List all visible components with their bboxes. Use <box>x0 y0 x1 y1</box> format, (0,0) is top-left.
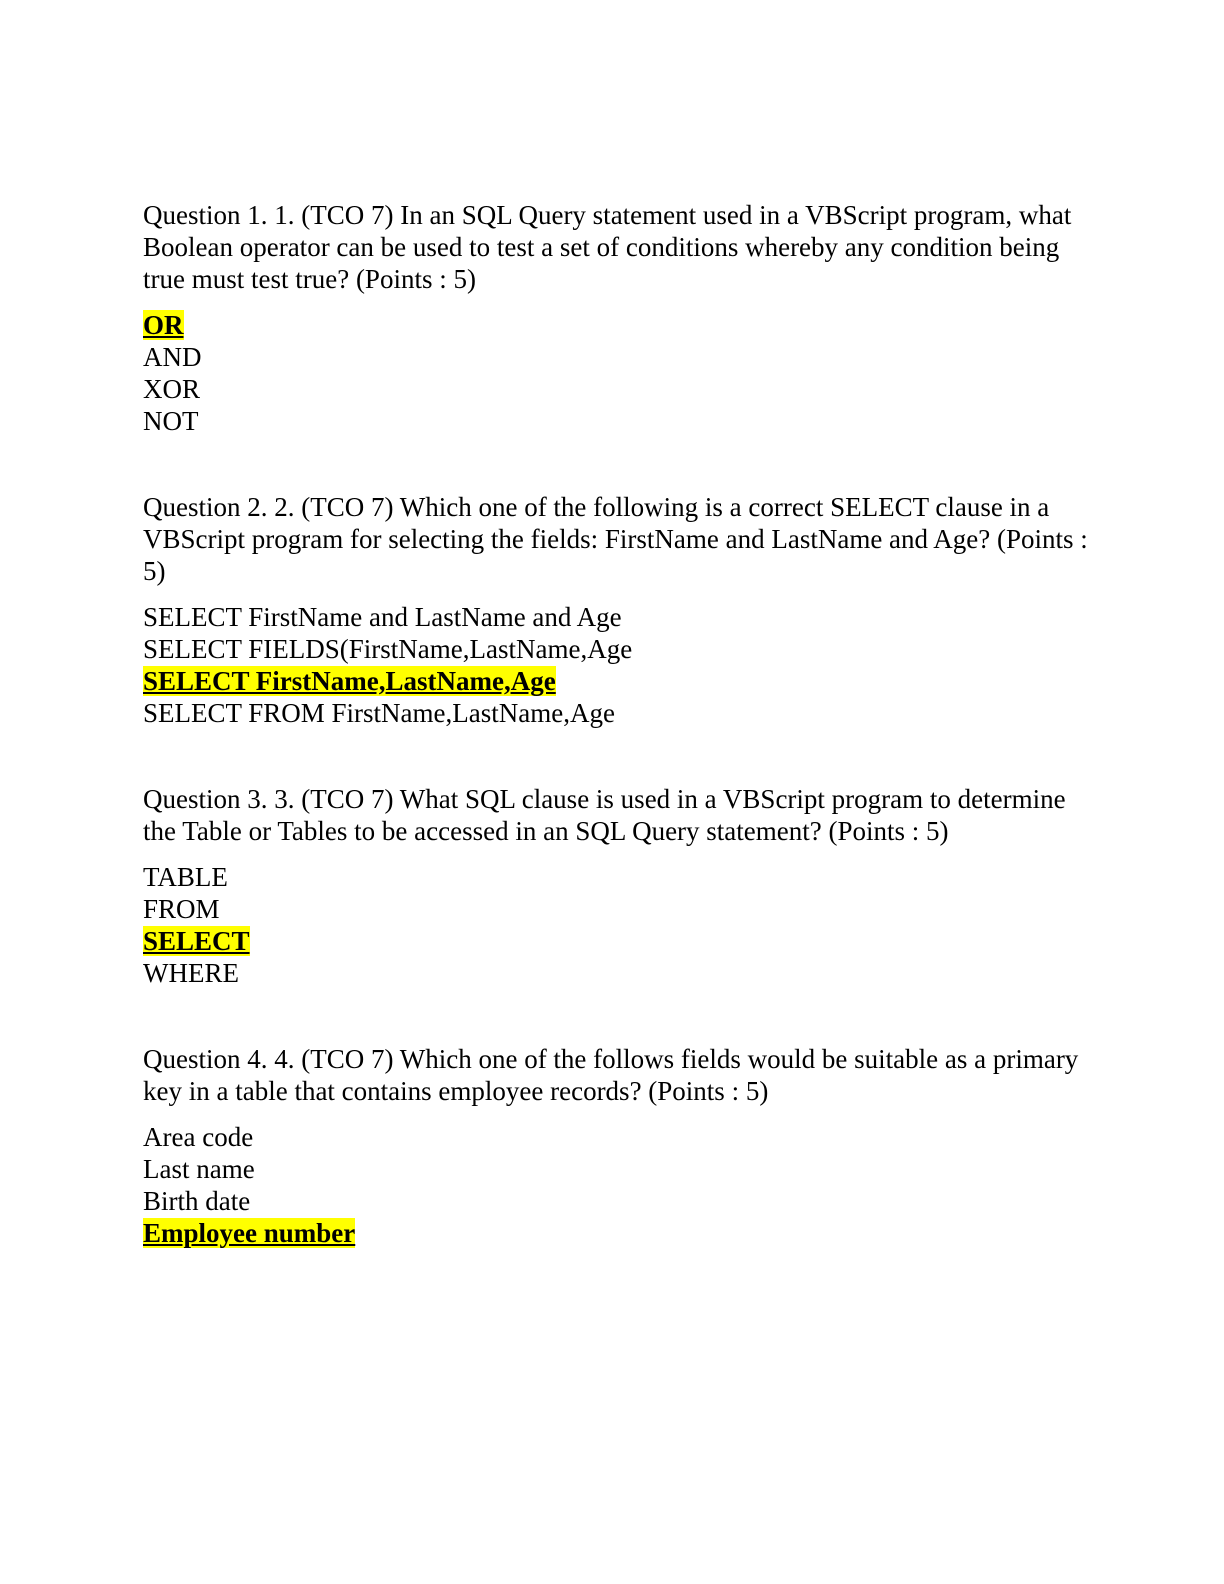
answer-option: WHERE <box>143 958 239 988</box>
answer-option <box>143 309 1093 341</box>
question-1-options <box>143 309 1093 437</box>
answer-option: AND <box>143 342 202 372</box>
answer-option: XOR <box>143 374 201 404</box>
question-3-options <box>143 861 1093 989</box>
answer-option: SELECT FirstName and LastName and Age <box>143 602 622 632</box>
selected-answer: SELECT FirstName,LastName,Age <box>143 666 556 696</box>
question-1 <box>143 199 1093 437</box>
question-4-options <box>143 1121 1093 1249</box>
answer-option: FROM <box>143 894 220 924</box>
answer-option: SELECT FROM FirstName,LastName,Age <box>143 698 615 728</box>
answer-option: SELECT FIELDS(FirstName,LastName,Age <box>143 634 633 664</box>
spacer <box>143 989 1093 1043</box>
spacer <box>143 437 1093 491</box>
answer-option: Last name <box>143 1154 255 1184</box>
question-2-text: Question 2. 2. (TCO 7) Which one of the following is a correct SELECT clause in a VBScript program for selecting the fields: FirstName and LastName and Age? (Points : 5) <box>143 492 1088 586</box>
answer-option <box>143 1217 1093 1249</box>
selected-answer: OR <box>143 310 184 340</box>
answer-option <box>143 925 1093 957</box>
answer-option: Birth date <box>143 1186 251 1216</box>
answer-option: NOT <box>143 406 199 436</box>
question-4-text: Question 4. 4. (TCO 7) Which one of the follows fields would be suitable as a primary key in a table that contains employee records? (Points : 5) <box>143 1044 1079 1106</box>
question-3 <box>143 783 1093 989</box>
selected-answer: SELECT <box>143 926 250 956</box>
question-4 <box>143 1043 1093 1249</box>
spacer <box>143 729 1093 783</box>
answer-option <box>143 665 1093 697</box>
answer-option: TABLE <box>143 862 228 892</box>
selected-answer: Employee number <box>143 1218 356 1248</box>
question-3-text: Question 3. 3. (TCO 7) What SQL clause is used in a VBScript program to determine the Table or Tables to be accessed in an SQL Query statement? (Points : 5) <box>143 784 1066 846</box>
question-2 <box>143 491 1093 729</box>
answer-option: Area code <box>143 1122 254 1152</box>
question-2-options <box>143 601 1093 729</box>
document-page <box>143 199 1093 1249</box>
question-1-text: Question 1. 1. (TCO 7) In an SQL Query statement used in a VBScript program, what Boolean operator can be used to test a set of conditions whereby any condition being true must test true? (Points : 5) <box>143 200 1072 294</box>
